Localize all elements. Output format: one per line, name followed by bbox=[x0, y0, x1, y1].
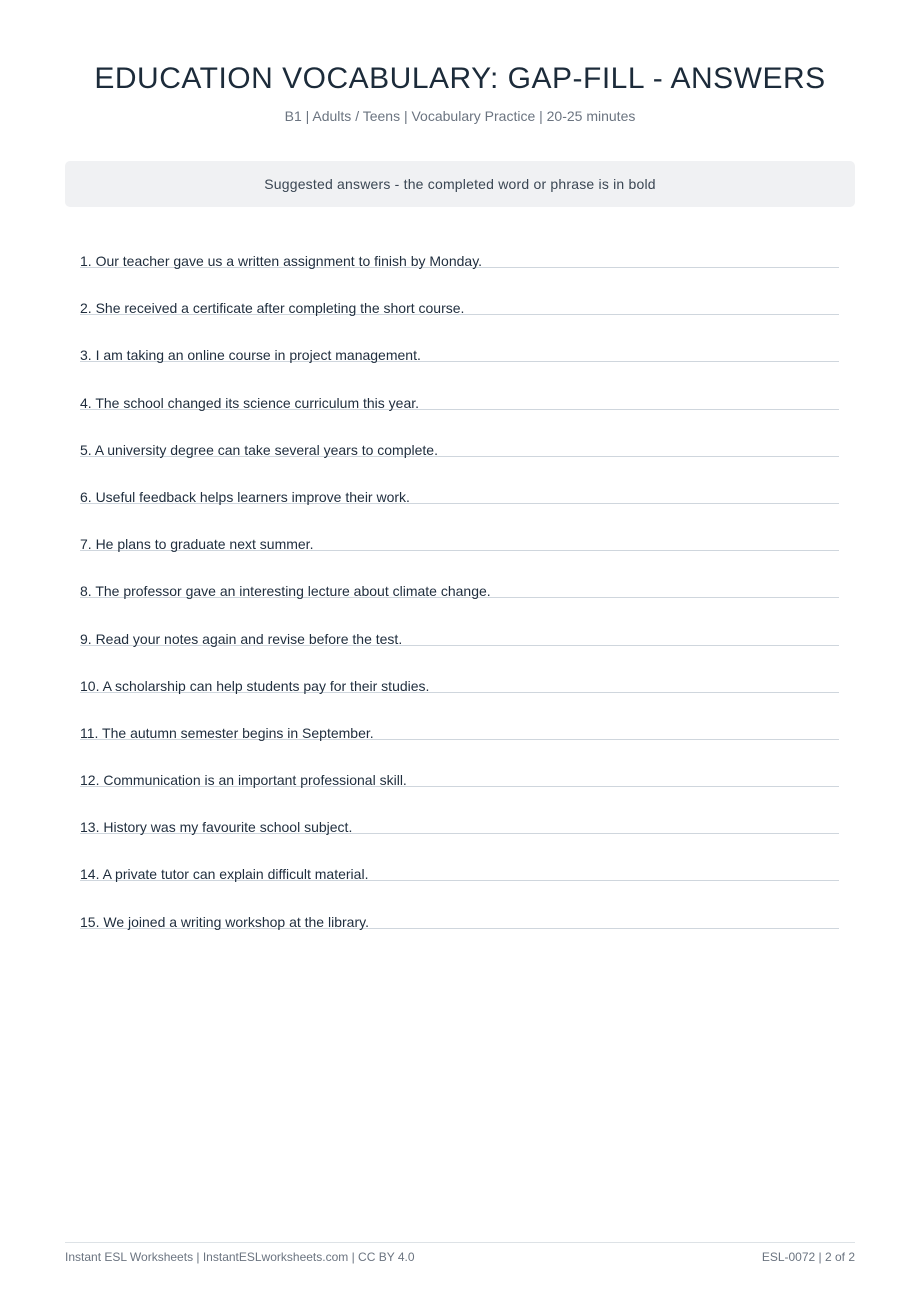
answer-text: 14. A private tutor can explain difficult material. bbox=[80, 866, 369, 883]
answer-text: 3. I am taking an online course in project management. bbox=[80, 347, 421, 364]
answer-text: 12. Communication is an important professional skill. bbox=[80, 772, 407, 789]
answer-text: 13. History was my favourite school subject. bbox=[80, 819, 353, 836]
footer-page-number: ESL-0072 | 2 of 2 bbox=[761, 1250, 855, 1264]
answer-line bbox=[80, 290, 839, 315]
answer-text: 8. The professor gave an interesting lecture about climate change. bbox=[80, 583, 491, 600]
answer-line bbox=[80, 904, 839, 929]
answer-text: 2. She received a certificate after completing the short course. bbox=[80, 300, 465, 317]
answer-line bbox=[80, 715, 839, 740]
answer-text: 5. A university degree can take several years to complete. bbox=[80, 441, 438, 458]
page-subtitle: B1 | Adults / Teens | Vocabulary Practice | 20-25 minutes bbox=[284, 108, 636, 124]
answer-list bbox=[80, 243, 839, 951]
answer-line bbox=[80, 337, 839, 362]
footer-divider bbox=[65, 1242, 855, 1243]
answer-text: 4. The school changed its science curriculum this year. bbox=[80, 394, 420, 411]
answer-text: 15. We joined a writing workshop at the library. bbox=[80, 913, 369, 930]
answer-text: 9. Read your notes again and revise before the test. bbox=[80, 630, 403, 647]
answer-line bbox=[80, 809, 839, 834]
answer-text: 11. The autumn semester begins in September. bbox=[80, 724, 374, 741]
answer-line bbox=[80, 668, 839, 693]
answer-text: 6. Useful feedback helps learners improve their work. bbox=[80, 488, 410, 505]
answer-line bbox=[80, 573, 839, 598]
instructions-text: Suggested answers - the completed word or phrase is in bold bbox=[264, 176, 656, 192]
answer-line bbox=[80, 243, 839, 268]
answer-line bbox=[80, 856, 839, 881]
answer-text: 1. Our teacher gave us a written assignment to finish by Monday. bbox=[80, 253, 483, 269]
answer-line bbox=[80, 526, 839, 551]
instructions-box bbox=[65, 161, 855, 207]
answer-line bbox=[80, 432, 839, 457]
footer-credit: Instant ESL Worksheets | InstantESLworksheets.com | CC BY 4.0 bbox=[65, 1250, 415, 1264]
page-title: EDUCATION VOCABULARY: GAP-FILL - ANSWERS bbox=[94, 62, 826, 95]
answer-text: 7. He plans to graduate next summer. bbox=[80, 536, 314, 553]
answer-line bbox=[80, 385, 839, 410]
answer-line bbox=[80, 762, 839, 787]
answer-line bbox=[80, 479, 839, 504]
answer-text: 10. A scholarship can help students pay for their studies. bbox=[80, 677, 430, 694]
answer-line bbox=[80, 621, 839, 646]
